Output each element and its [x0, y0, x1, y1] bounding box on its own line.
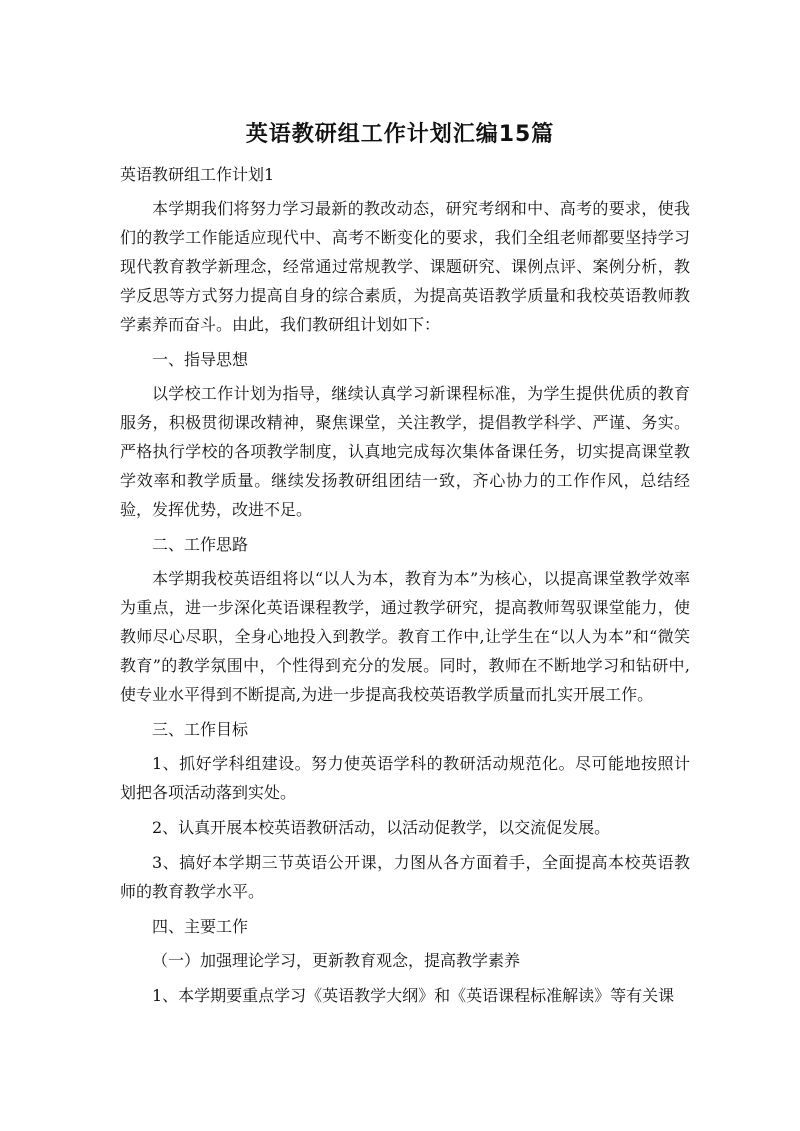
main-work-item-1: 1、本学期要重点学习《英语教学大纲》和《英语课程标准解读》等有关课 — [152, 986, 675, 1005]
document-title: 英语教研组工作计划汇编15篇 — [245, 122, 555, 147]
section-heading-work-approach: 二、工作思路 — [152, 535, 249, 554]
goal-item-3: 3、搞好本学期三节英语公开课，力图从各方面着手，全面提高本校英语教师的教育教学水平。 — [120, 853, 690, 901]
document-body — [120, 160, 690, 1016]
goal-item-1: 1、抓好学科组建设。努力使英语学科的教研活动规范化。尽可能地按照计划把各项活动落到实处。 — [120, 754, 690, 802]
section-heading-main-work: 四、主要工作 — [152, 917, 249, 936]
section-heading-work-goals: 三、工作目标 — [152, 720, 249, 739]
section-body-guiding-ideology: 以学校工作计划为指导，继续认真学习新课程标准，为学生提供优质的教育服务，积极贯彻课改精神，聚焦课堂，关注教学，提倡教学科学、严谨、务实。严格执行学校的各项教学制度，认真地完成每次集体备课任务，切实提高课堂教学效率和教学质量。继续发扬教研组团结一致，齐心协力的工作作风，总结经验，发挥优势，改进不足。 — [120, 384, 690, 519]
subsection-heading-theory-study: （一）加强理论学习，更新教育观念，提高教学素养 — [152, 951, 521, 970]
section-heading-guiding-ideology: 一、指导思想 — [152, 350, 249, 369]
section-body-work-approach: 本学期我校英语组将以“以人为本，教育为本”为核心，以提高课堂教学效率为重点，进一步深化英语课程教学，通过教学研究，提高教师驾驭课堂能力，使教师尽心尽职，全身心地投入到教学。教育工作中,让学生在“以人为本”和“微笑教育”的教学氛围中，个性得到充分的发展。同时，教师在不断地学习和钻研中,使专业水平得到不断提高,为进一步提高我校英语教学质量而扎实开展工作。 — [120, 569, 690, 704]
intro-paragraph: 本学期我们将努力学习最新的教改动态，研究考纲和中、高考的要求，使我们的教学工作能适应现代中、高考不断变化的要求，我们全组老师都要坚持学习现代教育教学新理念，经常通过常规教学、课题研究、课例点评、案例分析，教学反思等方式努力提高自身的综合素质，为提高英语教学质量和我校英语教师教学素养而奋斗。由此，我们教研组计划如下： — [120, 199, 690, 334]
goal-item-2: 2、认真开展本校英语教研活动，以活动促教学，以交流促发展。 — [152, 818, 611, 837]
plan-title: 英语教研组工作计划1 — [120, 165, 275, 184]
